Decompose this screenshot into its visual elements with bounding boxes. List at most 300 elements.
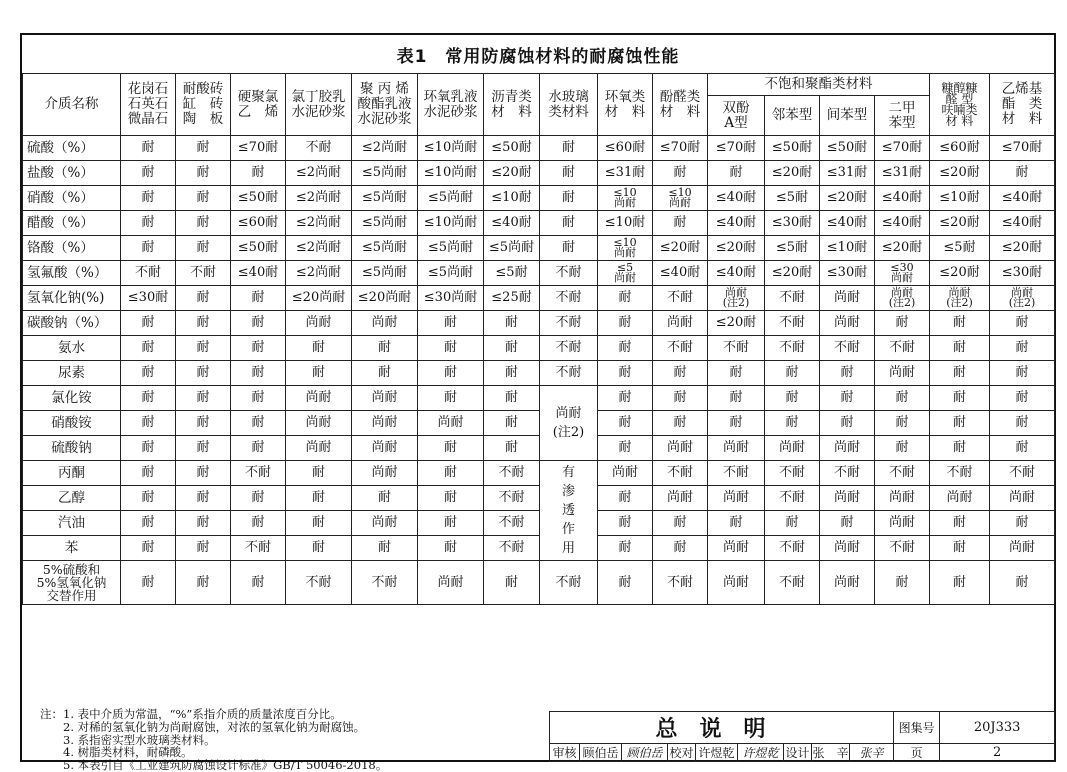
- cell-value: 不耐: [352, 561, 418, 605]
- sheet-footer: [22, 707, 1054, 772]
- cell-value: 耐: [121, 386, 176, 411]
- cell-value: 耐: [231, 386, 286, 411]
- header-epoxy-mortar: 环氧乳液 水泥砂浆: [418, 74, 484, 136]
- cell-value: 不耐: [653, 286, 708, 311]
- cell-value: 耐: [598, 486, 653, 511]
- cell-value: 耐: [820, 411, 875, 436]
- cell-value: 耐: [875, 386, 930, 411]
- cell-value: ≤40耐: [990, 211, 1055, 236]
- cell-value: ≤30耐: [990, 261, 1055, 286]
- cell-value: 耐: [121, 486, 176, 511]
- medium-name: 硫酸钠: [23, 436, 121, 461]
- cell-value: ≤50耐: [820, 136, 875, 161]
- cell-value: 不耐: [875, 536, 930, 561]
- cell-value: 不耐: [540, 286, 598, 311]
- cell-value: 耐: [231, 161, 286, 186]
- cell-value: 耐: [820, 361, 875, 386]
- cell-value: 耐: [598, 411, 653, 436]
- cell-value: ≤70耐: [875, 136, 930, 161]
- cell-value: 耐: [653, 161, 708, 186]
- cell-value: ≤70耐: [231, 136, 286, 161]
- medium-name: 硝酸铵: [23, 411, 121, 436]
- cell-value: 尚耐: [708, 561, 765, 605]
- cell-value: 耐: [765, 361, 820, 386]
- cell-value: 耐: [231, 286, 286, 311]
- cell-value: 耐: [820, 386, 875, 411]
- cell-value: 耐: [121, 461, 176, 486]
- table-row: [23, 411, 1055, 436]
- cell-value: ≤20耐: [930, 161, 990, 186]
- cell-value: 耐: [653, 511, 708, 536]
- medium-name: 5%硫酸和 5%氢氧化钠 交替作用: [23, 561, 121, 605]
- cell-value: ≤10 尚耐: [653, 186, 708, 211]
- note-line: 2. 对稀的氢氧化钠为尚耐腐蚀，对浓的氢氧化钠为耐腐蚀。: [40, 719, 366, 734]
- cell-value: 不耐: [820, 461, 875, 486]
- cell-value: 耐: [990, 511, 1055, 536]
- header-acrylic-mortar: 聚 丙 烯 酸酯乳液 水泥砂浆: [352, 74, 418, 136]
- cell-value: ≤10尚耐: [418, 211, 484, 236]
- review-label: 审核: [550, 744, 580, 762]
- cell-value: ≤5尚耐: [418, 186, 484, 211]
- header-asphalt: 沥青类 材 料: [484, 74, 540, 136]
- cell-value: 耐: [875, 561, 930, 605]
- cell-value: ≤2尚耐: [286, 186, 352, 211]
- cell-value: 耐: [708, 161, 765, 186]
- cell-value: 尚耐: [990, 486, 1055, 511]
- cell-value: 尚耐: [352, 461, 418, 486]
- cell-value: 耐: [990, 411, 1055, 436]
- atlas-number: 20J333: [940, 712, 1055, 744]
- cell-value: 耐: [121, 511, 176, 536]
- cell-value: ≤31耐: [875, 161, 930, 186]
- header-furan: 糠醇糠 醛 型 呋喃类 材 料: [930, 74, 990, 136]
- cell-value: ≤30 尚耐: [875, 261, 930, 286]
- header-acid-brick: 耐酸砖 缸 砖 陶 板: [176, 74, 231, 136]
- cell-value: 不耐: [286, 561, 352, 605]
- header-bisphenol-a: 双酚 A型: [708, 96, 765, 136]
- medium-name: 铬酸（%）: [23, 236, 121, 261]
- cell-value: 耐: [653, 536, 708, 561]
- cell-value: ≤5耐: [765, 236, 820, 261]
- cell-value: ≤5尚耐: [352, 261, 418, 286]
- notes: [40, 708, 560, 772]
- header-phenolic: 酚醛类 材 料: [653, 74, 708, 136]
- merged-cell-permeation: 有 渗 透 作 用: [540, 461, 598, 561]
- cell-value: ≤30尚耐: [418, 286, 484, 311]
- cell-value: ≤25耐: [484, 286, 540, 311]
- cell-value: 耐: [176, 336, 231, 361]
- cell-value: 耐: [765, 411, 820, 436]
- cell-value: 耐: [540, 186, 598, 211]
- header-chloroprene-mortar: 氯丁胶乳 水泥砂浆: [286, 74, 352, 136]
- cell-value: 耐: [484, 311, 540, 336]
- cell-value: 不耐: [765, 561, 820, 605]
- cell-value: 尚耐: [820, 286, 875, 311]
- cell-value: 耐: [484, 361, 540, 386]
- cell-value: 尚耐: [352, 436, 418, 461]
- cell-value: ≤20耐: [765, 161, 820, 186]
- cell-value: ≤20耐: [875, 236, 930, 261]
- cell-value: ≤60耐: [598, 136, 653, 161]
- cell-value: ≤50耐: [484, 136, 540, 161]
- cell-value: ≤40耐: [708, 261, 765, 286]
- cell-value: 尚耐: [286, 386, 352, 411]
- medium-name: 醋酸（%）: [23, 211, 121, 236]
- cell-value: 尚耐: [930, 486, 990, 511]
- cell-value: 尚耐: [653, 311, 708, 336]
- cell-value: 耐: [990, 336, 1055, 361]
- cell-value: 尚耐: [820, 436, 875, 461]
- medium-name: 乙醇: [23, 486, 121, 511]
- header-vinyl-ester: 乙烯基 酯 类 材 料: [990, 74, 1055, 136]
- table-row: [23, 136, 1055, 161]
- cell-value: ≤2尚耐: [352, 136, 418, 161]
- cell-value: 不耐: [540, 361, 598, 386]
- cell-value: 尚耐: [286, 311, 352, 336]
- cell-value: 不耐: [765, 286, 820, 311]
- cell-value: ≤5尚耐: [418, 236, 484, 261]
- cell-value: ≤30耐: [121, 286, 176, 311]
- cell-value: 耐: [121, 536, 176, 561]
- table-row: [23, 336, 1055, 361]
- cell-value: 不耐: [540, 336, 598, 361]
- cell-value: 耐: [121, 411, 176, 436]
- cell-value: 不耐: [653, 336, 708, 361]
- cell-value: 耐: [930, 386, 990, 411]
- cell-value: ≤20耐: [930, 261, 990, 286]
- cell-value: 不耐: [765, 311, 820, 336]
- cell-value: 耐: [176, 161, 231, 186]
- cell-value: ≤31耐: [820, 161, 875, 186]
- cell-value: 耐: [121, 336, 176, 361]
- cell-value: 耐: [598, 386, 653, 411]
- cell-value: 耐: [231, 311, 286, 336]
- medium-name: 苯: [23, 536, 121, 561]
- cell-value: 尚耐: [286, 411, 352, 436]
- cell-value: 不耐: [653, 561, 708, 605]
- cell-value: 不耐: [653, 461, 708, 486]
- medium-name: 尿素: [23, 361, 121, 386]
- medium-name: 氢氟酸（%）: [23, 261, 121, 286]
- cell-value: 耐: [418, 311, 484, 336]
- cell-value: 耐: [653, 386, 708, 411]
- table-row: [23, 161, 1055, 186]
- cell-value: 耐: [176, 186, 231, 211]
- medium-name: 汽油: [23, 511, 121, 536]
- cell-value: 耐: [352, 536, 418, 561]
- table-body: [23, 136, 1055, 605]
- cell-value: 耐: [176, 511, 231, 536]
- cell-value: ≤5尚耐: [352, 186, 418, 211]
- cell-value: 尚耐: [708, 436, 765, 461]
- cell-value: 尚耐: [352, 311, 418, 336]
- cell-value: 耐: [484, 336, 540, 361]
- cell-value: 耐: [598, 436, 653, 461]
- cell-value: 耐: [231, 486, 286, 511]
- cell-value: 尚耐: [820, 486, 875, 511]
- cell-value: 耐: [286, 461, 352, 486]
- cell-value: ≤20耐: [990, 236, 1055, 261]
- cell-value: 不耐: [765, 486, 820, 511]
- cell-value: 耐: [418, 336, 484, 361]
- cell-value: 耐: [176, 386, 231, 411]
- cell-value: 耐: [231, 436, 286, 461]
- cell-value: ≤20尚耐: [286, 286, 352, 311]
- cell-value: 耐: [121, 136, 176, 161]
- cell-value: 耐: [484, 436, 540, 461]
- cell-value: ≤5耐: [765, 186, 820, 211]
- table-row: [23, 511, 1055, 536]
- cell-value: 耐: [598, 286, 653, 311]
- cell-value: ≤10 尚耐: [598, 236, 653, 261]
- cell-value: ≤5尚耐: [352, 161, 418, 186]
- design-label: 设计: [784, 744, 812, 762]
- cell-value: 不耐: [875, 336, 930, 361]
- cell-value: 耐: [598, 511, 653, 536]
- cell-value: 耐: [930, 336, 990, 361]
- cell-value: 不耐: [176, 261, 231, 286]
- header-pvc: 硬聚氯 乙 烯: [231, 74, 286, 136]
- cell-value: 耐: [930, 536, 990, 561]
- header-granite: 花岗石 石英石 微晶石: [121, 74, 176, 136]
- medium-name: 硝酸（%）: [23, 186, 121, 211]
- note-line: 3. 系指密实型水玻璃类材料。: [40, 732, 216, 747]
- table-row: [23, 261, 1055, 286]
- cell-value: 耐: [121, 186, 176, 211]
- cell-value: 耐: [418, 511, 484, 536]
- cell-value: 耐: [540, 211, 598, 236]
- medium-name: 硫酸（%）: [23, 136, 121, 161]
- cell-value: 尚耐: [820, 536, 875, 561]
- cell-value: 尚耐: [653, 486, 708, 511]
- checker-signature: 许煜乾: [738, 744, 784, 762]
- cell-value: 不耐: [286, 136, 352, 161]
- medium-name: 氢氧化钠(%): [23, 286, 121, 311]
- cell-value: 耐: [484, 386, 540, 411]
- cell-value: 耐: [121, 236, 176, 261]
- cell-value: 耐: [286, 361, 352, 386]
- cell-value: ≤31耐: [598, 161, 653, 186]
- cell-value: ≤10耐: [820, 236, 875, 261]
- cell-value: 耐: [990, 311, 1055, 336]
- cell-value: 不耐: [540, 561, 598, 605]
- cell-value: ≤20耐: [765, 261, 820, 286]
- cell-value: 尚耐: [653, 436, 708, 461]
- cell-value: 尚耐: [820, 561, 875, 605]
- cell-value: 耐: [352, 486, 418, 511]
- cell-value: 耐: [231, 561, 286, 605]
- cell-value: 耐: [231, 511, 286, 536]
- cell-value: ≤10尚耐: [418, 161, 484, 186]
- atlas-label: 图集号: [894, 712, 940, 744]
- cell-value: 不耐: [708, 461, 765, 486]
- cell-value: 尚耐: [286, 436, 352, 461]
- cell-value: 不耐: [484, 536, 540, 561]
- cell-value: ≤2尚耐: [286, 236, 352, 261]
- cell-value: 耐: [418, 386, 484, 411]
- cell-value: 耐: [875, 311, 930, 336]
- cell-value: 尚耐: [708, 536, 765, 561]
- cell-value: 尚耐 (注2): [990, 286, 1055, 311]
- cell-value: ≤40耐: [820, 211, 875, 236]
- cell-value: 尚耐: [352, 511, 418, 536]
- cell-value: 尚耐: [875, 361, 930, 386]
- cell-value: 耐: [418, 361, 484, 386]
- cell-value: 尚耐 (注2): [875, 286, 930, 311]
- cell-value: 耐: [352, 361, 418, 386]
- medium-name: 盐酸（%）: [23, 161, 121, 186]
- cell-value: ≤20耐: [820, 186, 875, 211]
- table-row: [23, 536, 1055, 561]
- cell-value: 不耐: [765, 536, 820, 561]
- cell-value: 耐: [875, 436, 930, 461]
- cell-value: 耐: [540, 136, 598, 161]
- cell-value: 耐: [176, 461, 231, 486]
- cell-value: ≤10耐: [598, 211, 653, 236]
- cell-value: 耐: [653, 361, 708, 386]
- cell-value: ≤50耐: [765, 136, 820, 161]
- cell-value: 尚耐: [765, 436, 820, 461]
- cell-value: 耐: [930, 311, 990, 336]
- cell-value: ≤10 尚耐: [598, 186, 653, 211]
- cell-value: ≤60耐: [930, 136, 990, 161]
- cell-value: ≤70耐: [708, 136, 765, 161]
- cell-value: 尚耐: [708, 486, 765, 511]
- reviewer-name: 顾伯岳: [580, 744, 622, 762]
- cell-value: 耐: [484, 411, 540, 436]
- medium-name: 碳酸钠（%）: [23, 311, 121, 336]
- cell-value: ≤5尚耐: [352, 236, 418, 261]
- cell-value: 尚耐: [990, 536, 1055, 561]
- cell-value: 尚耐: [418, 411, 484, 436]
- cell-value: ≤40耐: [875, 186, 930, 211]
- page-label: 页: [894, 744, 940, 762]
- cell-value: 耐: [231, 361, 286, 386]
- cell-value: ≤40耐: [990, 186, 1055, 211]
- drawing-name: 总说明: [550, 712, 894, 744]
- cell-value: 不耐: [930, 461, 990, 486]
- table-row: [23, 311, 1055, 336]
- cell-value: 耐: [875, 411, 930, 436]
- table-row: [23, 286, 1055, 311]
- header-xylene: 二甲 苯型: [875, 96, 930, 136]
- cell-value: 耐: [484, 561, 540, 605]
- cell-value: 耐: [176, 211, 231, 236]
- cell-value: 不耐: [765, 461, 820, 486]
- cell-value: 耐: [176, 536, 231, 561]
- merged-cell-partial: 尚耐 (注2): [540, 386, 598, 461]
- cell-value: ≤70耐: [653, 136, 708, 161]
- cell-value: 耐: [418, 486, 484, 511]
- cell-value: 耐: [708, 361, 765, 386]
- corrosion-table: [22, 73, 1055, 605]
- cell-value: ≤2尚耐: [286, 211, 352, 236]
- cell-value: 耐: [930, 361, 990, 386]
- cell-value: 耐: [598, 336, 653, 361]
- cell-value: 耐: [176, 486, 231, 511]
- cell-value: 尚耐: [418, 561, 484, 605]
- cell-value: ≤40耐: [484, 211, 540, 236]
- cell-value: 不耐: [231, 461, 286, 486]
- cell-value: 耐: [990, 436, 1055, 461]
- cell-value: 尚耐: [875, 486, 930, 511]
- cell-value: 尚耐: [820, 311, 875, 336]
- cell-value: 耐: [176, 136, 231, 161]
- cell-value: ≤20耐: [484, 161, 540, 186]
- cell-value: ≤20尚耐: [352, 286, 418, 311]
- cell-value: ≤2尚耐: [286, 261, 352, 286]
- table-title: 表1 常用防腐蚀材料的耐腐蚀性能: [22, 35, 1054, 74]
- cell-value: 尚耐 (注2): [708, 286, 765, 311]
- cell-value: ≤40耐: [653, 261, 708, 286]
- table-row: [23, 211, 1055, 236]
- cell-value: 耐: [765, 386, 820, 411]
- cell-value: 不耐: [990, 461, 1055, 486]
- cell-value: 耐: [286, 336, 352, 361]
- cell-value: 耐: [286, 536, 352, 561]
- cell-value: 尚耐: [352, 411, 418, 436]
- title-block: [549, 711, 1055, 762]
- cell-value: 耐: [176, 411, 231, 436]
- note-line: 4. 树脂类材料，耐磷酸。: [40, 745, 193, 760]
- cell-value: ≤40耐: [875, 211, 930, 236]
- cell-value: ≤5 尚耐: [598, 261, 653, 286]
- cell-value: 耐: [990, 386, 1055, 411]
- cell-value: ≤5尚耐: [418, 261, 484, 286]
- cell-value: 不耐: [231, 536, 286, 561]
- header-iso: 间苯型: [820, 96, 875, 136]
- cell-value: 尚耐: [352, 386, 418, 411]
- cell-value: 耐: [990, 361, 1055, 386]
- cell-value: 尚耐: [598, 461, 653, 486]
- medium-name: 氯化铵: [23, 386, 121, 411]
- cell-value: ≤30耐: [820, 261, 875, 286]
- note-line: 5. 本表引自《工业建筑防腐蚀设计标准》GB/T 50046-2018。: [40, 758, 388, 772]
- designer-signature: 张辛: [850, 744, 894, 762]
- cell-value: 不耐: [875, 461, 930, 486]
- cell-value: 耐: [990, 161, 1055, 186]
- cell-value: 耐: [176, 236, 231, 261]
- cell-value: ≤40耐: [231, 261, 286, 286]
- cell-value: 不耐: [765, 336, 820, 361]
- cell-value: 耐: [231, 411, 286, 436]
- cell-value: 尚耐: [875, 511, 930, 536]
- cell-value: 耐: [286, 486, 352, 511]
- cell-value: 耐: [121, 361, 176, 386]
- cell-value: 耐: [418, 436, 484, 461]
- cell-value: 不耐: [484, 486, 540, 511]
- table-row: [23, 361, 1055, 386]
- table-row: [23, 461, 1055, 486]
- reviewer-signature: 顾伯岳: [622, 744, 668, 762]
- cell-value: 耐: [176, 361, 231, 386]
- cell-value: 不耐: [540, 261, 598, 286]
- cell-value: ≤5耐: [930, 236, 990, 261]
- cell-value: 耐: [176, 311, 231, 336]
- cell-value: ≤5尚耐: [484, 236, 540, 261]
- table-row: [23, 186, 1055, 211]
- check-label: 校对: [668, 744, 696, 762]
- cell-value: 耐: [653, 211, 708, 236]
- cell-value: 尚耐 (注2): [930, 286, 990, 311]
- cell-value: 耐: [598, 361, 653, 386]
- cell-value: 不耐: [708, 336, 765, 361]
- cell-value: 耐: [930, 561, 990, 605]
- designer-name: 张 辛: [812, 744, 850, 762]
- cell-value: ≤40耐: [708, 211, 765, 236]
- cell-value: ≤20耐: [653, 236, 708, 261]
- table-row: [23, 436, 1055, 461]
